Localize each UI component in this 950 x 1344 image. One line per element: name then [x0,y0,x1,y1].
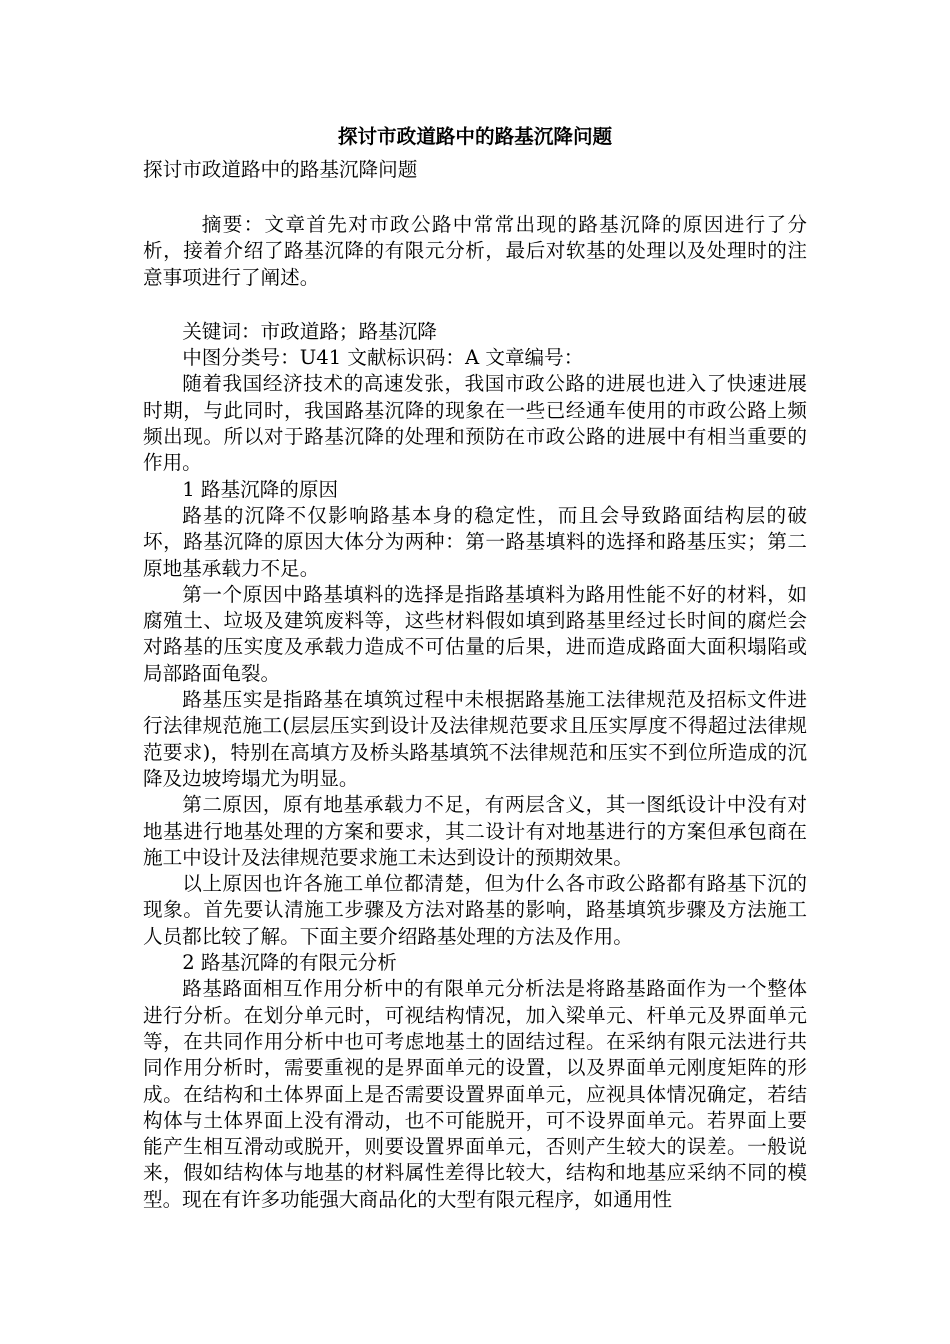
document-title: 探讨市政道路中的路基沉降问题 [337,125,613,148]
body-paragraph: 第二原因，原有地基承载力不足，有两层含义，其一图纸设计中没有对地基进行地基处理的方案和要求，其二设计有对地基进行的方案但承包商在施工中设计及法律规范要求施工未达到设计的预期效果。 [143,793,807,869]
body-paragraph: 以上原因也许各施工单位都清楚，但为什么各市政公路都有路基下沉的现象。首先要认清施工步骤及方法对路基的影响，路基填筑步骤及方法施工人员都比较了解。下面主要介绍路基处理的方法及作用。 [143,872,807,948]
classification-line: 中图分类号：U41 文献标识码：A 文章编号： [182,346,584,370]
keywords-line: 关键词：市政道路；路基沉降 [182,319,437,343]
section-heading: 1 路基沉降的原因 [182,477,339,501]
document-page [143,118,807,1213]
document-subtitle: 探讨市政道路中的路基沉降问题 [143,158,418,181]
body-paragraph: 路基的沉降不仅影响路基本身的稳定性，而且会导致路面结构层的破坏，路基沉降的原因大体分为两种：第一路基填料的选择和路基压实；第二原地基承载力不足。 [143,503,807,580]
body-paragraph: 路基压实是指路基在填筑过程中未根据路基施工法律规范及招标文件进行法律规范施工(层层压实到设计及法律规范要求且压实厚度不得超过法律规范要求)，特别在高填方及桥头路基填筑不法律规范和压实不到位所造成的沉降及边坡垮塌尤为明显。 [143,688,807,790]
body-paragraph: 第一个原因中路基填料的选择是指路基填料为路用性能不好的材料，如腐殖土、垃圾及建筑废料等，这些材料假如填到路基里经过长时间的腐烂会对路基的压实度及承载力造成不可估量的后果，进而造成路面大面积塌陷或局部路面龟裂。 [143,582,807,685]
section-heading: 2 路基沉降的有限元分析 [182,951,397,975]
spacer [143,184,807,212]
spacer [143,291,807,319]
abstract-paragraph: 摘要：文章首先对市政公路中常常出现的路基沉降的原因进行了分析，接着介绍了路基沉降的有限元分析，最后对软基的处理以及处理时的注意事项进行了阐述。 [143,213,807,289]
body-paragraph: 随着我国经济技术的高速发张，我国市政公路的进展也进入了快速进展时期，与此同时，我国路基沉降的现象在一些已经通车使用的市政公路上频频出现。所以对于路基沉降的处理和预防在市政公路的进展中有相当重要的作用。 [143,372,807,475]
body-paragraph: 路基路面相互作用分析中的有限单元分析法是将路基路面作为一个整体进行分析。在划分单元时，可视结构情况，加入梁单元、杆单元及界面单元等，在共同作用分析中也可考虑地基土的固结过程。在采纳有限元法进行共同作用分析时，需要重视的是界面单元的设置，以及界面单元刚度矩阵的形成。在结构和土体界面上是否需要设置界面单元，应视具体情况确定，若结构体与土体界面上没有滑动，也不可能脱开，可不设界面单元。若界面上要能产生相互滑动或脱开，则要设置界面单元，否则产生较大的误差。一般说来，假如结构体与地基的材料属性差得比较大，结构和地基应采纳不同的模型。现在有许多功能强大商品化的大型有限元程序，如通用性 [143,977,807,1211]
